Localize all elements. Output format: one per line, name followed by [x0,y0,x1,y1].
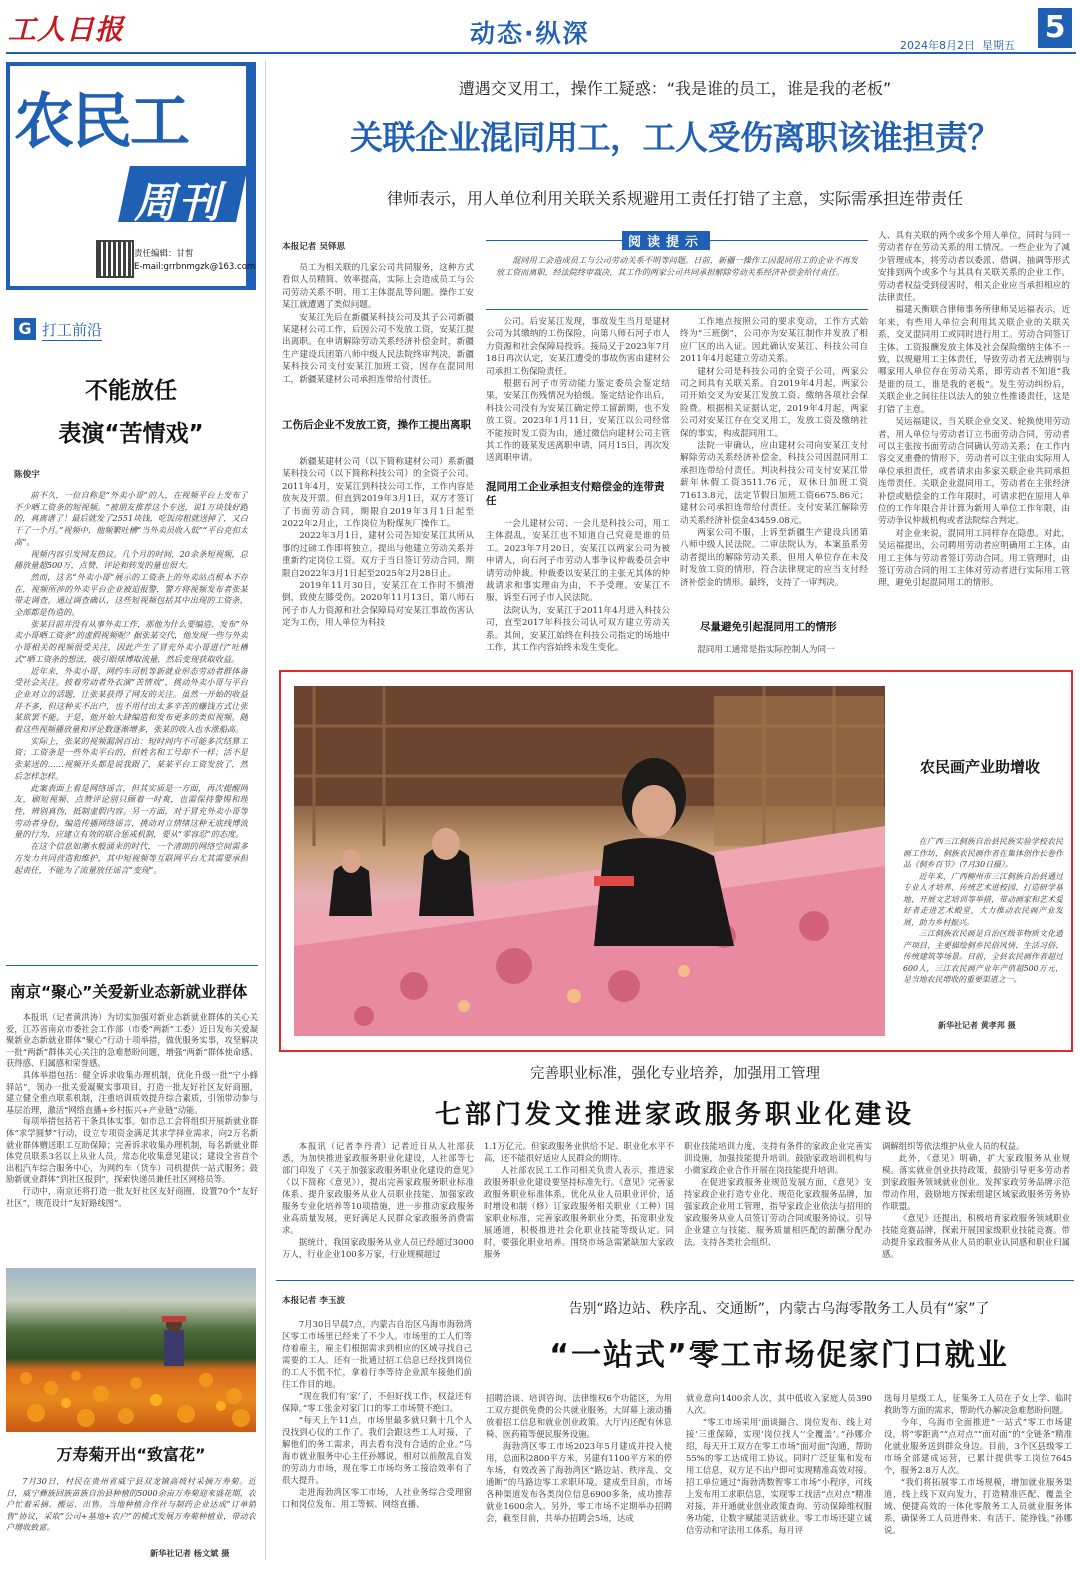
main-paragraph: 根据石河子市劳动能力鉴定委员会鉴定结果，安某江伤残情况为拾级。鉴定结论作出后，科技公司没有为安某江确定停工留薪期，也不发放工资。2023年1月11日，安某江以公司经常不能按时发工资为由，通过微信向建材公司主管其工作的聂某发送离职申请，同月15日，再次发送离职申请。 [486,379,670,464]
main-paragraph: 吴运福建议，当关联企业交叉、轮换使用劳动者，用人单位与劳动者订立书面劳动合同，劳动者可以主张按书面劳动合同确认劳动关系；在工作内容交叉重叠的情形下，劳动者可以主张由实际用人单位承担责任，或者请求由多家关联企业共同承担连带责任。关联企业混同用工，劳动者在主张经济补偿或赔偿金的工作年限时，可请求把在原用人单位的工作年限合并计算为新用人单位工作年限，由劳动争议仲裁机构或者法院综合判定。 [878,417,1070,527]
feature-photo-credit: 新华社记者 黄孝邦 摄 [938,1020,1016,1030]
weekly-subtitle: 周刊 [134,178,223,227]
article3-col2 [486,1392,672,1564]
main-subhead-1: 工伤后企业不发放工资，操作工提出离职 [282,419,471,431]
reading-tip-text: 混同用工会造成员工与公司劳动关系不明等问题。日前，新疆一操作工因混同用工的企业不再发放工资而离职，经法院终审裁决，其工作的两家公司共同承担解除劳动关系经济补偿金给付责任。 [496,255,858,277]
main-paragraph: 2022年3月1日，建材公司告知安某江其所从事的过磅工作即将独立，提出与他建立劳动关系并重新约定岗位工资。双方于当日签订劳动合同，期限自2022年3月1日起至2025年2月28日止。 [282,531,474,579]
main-paragraph: 人、具有关联的两个或多个用人单位，同时与同一劳动者存在劳动关系的用工情况。一些企业为了减少管理成本，将劳动者以委派、借调、抽调等形式安排到两个或多个与其具有关联关系的企业工作。劳动者权益受到侵害时，相关企业应当承担相应的法律责任。 [878,231,1070,304]
weekday-text: 星期五 [982,39,1015,52]
article2-paragraph: 据统计，我国家政服务从业人员已经超过3000万人，行业企业100多万家，行业规模超过 [282,1237,474,1259]
article2-paragraph: 1.1万亿元。但家政服务业供给不足、职业化水平不高，还不能很好适应人民群众的期待。 [484,1141,674,1163]
nanjing-paragraph: 每项举措包括若干条具体实事。如市总工会将组织开展新就业群体“求学圆梦”行动，设立专项资金满足其求学择业需求，向2万名新就业群体赠送职工互助保障；完善诉求收集办理机制，每名新就业群体党员联系3名以上从业人员，常态化收集意见建议；建设全省首个出租汽车综合服务中心，为网约车（货车）司机提供一站式服务；鼓励新就业群体“到社区报到”，探索快递员兼任社区网格员等。 [6,1116,258,1185]
article2-col2 [484,1140,674,1270]
main-paragraph: 法院认为，安某江于2011年4月进入科技公司，直至2017年科技公司认可双方建立劳动关系。其间，安某江始终在科技公司指定的场地中工作，其工作内容始终未发生变化。 [486,605,670,654]
article3-paragraph: “每天上午11点，市场里最多就只剩十几个人没找到心仪的工作了。我们会跟这些工人对接，了解他们的务工需求，再去看有没有合适的企业。”乌海市就业服务中心主任孙娜说，相对以前散乱自发的劳动力市场，现在零工市场均务工接洽效率有了很大提升。 [282,1415,472,1485]
comment-paragraph: 近年来，外卖小哥、网约车司机等新就业形态劳动者群体备受社会关注。披着劳动者外衣演“苦情戏”，挑动外卖小哥与平台企业对立的话题，让张某获得了网友的关注。虽然一开始的收益并不多，但这种买不出户，也不用付出太多辛苦的赚钱方式让张某欲罢不能。于是，他开始大肆编造和发布更多的类似视频。随着这些视频播放量和评论数逐渐增多，张某的收入也水涨船高。 [14,665,248,735]
reading-tip-label [622,231,710,250]
date-text: 2024年8月2日 [900,39,975,52]
article3-col4 [884,1392,1072,1564]
main-subhead-3: 尽量避免引起混同用工的情形 [700,621,837,633]
main-paragraph: 两家公司不服，上诉至新疆生产建设兵团第八师中级人民法院。二审法院认为，本案虽系劳动者提出的解除劳动关系，但用人单位存在未及时发放工资的情形，符合法律规定的应当支付经济补偿金的情形。最终，支持了一审判决。 [680,527,868,588]
comment-body [14,490,248,956]
left-divider [6,965,258,966]
nanjing-paragraph: 具体举措包括：健全诉求收集办理机制，优化升级一批“宁小蜂驿站”，领办一批关爱凝聚实事项目，打造一批友好社区友好商圈，建立健全重点联系机制，注重培训质效提升综合素质，引领带动参与基层治理，激活“网络直播+乡村振兴+产业链”动能。 [6,1069,258,1115]
article3-paragraph: 7月30日早晨7点，内蒙古自治区乌海市海勃湾区零工市场里已经来了不少人。市场里的工人们等待着雇主，雇主们根据需求到相应的区域寻找自己需要的工人。还有一批通过招工信息已经找到岗位的工人不慌不忙，拿着行李等待企业派车接他们前往工作目的地。 [282,1319,472,1389]
marigold-photo-svg [6,1268,256,1432]
newspaper-logo: 工人日报 [8,13,125,46]
article3-kicker: 告别“路边站、秩序乱、交通断”，内蒙古乌海零散务工人员有“家”了 [568,1301,990,1317]
article3-paragraph: “我们将拓展零工市场规模，增加就业服务渠道，线上线下双向发力，打造精准匹配、覆盖全域、便捷高效的一体化零散务工人员就业服务体系，确保务工人员进得来、有活干、能挣钱。”孙娜说。 [884,1477,1072,1535]
main-col3-top [680,316,868,608]
comment-paragraph: 在这个信息如潮水般涌来的时代，一个清朗的网络空间需多方发力共同营造和维护，其中短视频等互联网平台尤其需要承担起责任，不能为了流量放任谣言“变现”。 [14,841,248,875]
main-paragraph: 公司。后安某江发现，事故发生当月是建材公司为其缴纳的工伤保险，向第八师石河子市人力资源和社会保障局投诉。接局又于2023年7月18日再次认定，安某江遭受的事故伤害由建材公司承担工伤保险责任。 [486,317,670,377]
qr-code-icon [96,240,134,278]
feature-caption-paragraph: 三江侗族农民画是自治区级非物质文化遗产项目，主要描绘侗乡民俗风情、生活习俗、传统建筑等场景。目前，全县农民画作者超过600人，三江农民画产业年产值超500万元，是当地农民增收的重要渠道之一。 [903,929,1063,984]
comment-title [6,372,256,448]
article3-headline: “一站式”零工市场促家门口就业 [549,1338,1009,1373]
feature-caption-paragraph: 在广西三江侗族自治县民族实验学校农民画工作坊，侗族农民画作者在集体创作长卷作品《侗乡百节》（7月30日摄）。 [903,837,1063,869]
weekly-nameplate [6,62,256,290]
article3-paragraph: 招聘洽谈、培训咨询、法律维权6个功能区，为用工双方提供免费的公共就业服务。大屏幕上滚动播放着招工信息和就业创业政策。大厅内还配有休息椅、医药箱等便民服务设施。 [486,1393,672,1439]
article2-col1 [282,1140,474,1270]
article3-paragraph: 海勃湾区零工市场2023年5月建成并投入使用，总面积2800平方米，另建有1100平方米的停车场，有效改善了海勃湾区“路边站、秩序乱、交通断”的马路边零工求职环境。建成至目前，市场各种渠道发布各类岗位信息6900多条，成功推荐就业1600余人。另外，零工市场不定期举办招聘会，截至目前，共举办招聘会5场，达成 [486,1441,672,1523]
article2-kicker: 完善职业标准，强化专业培养，加强用工管理 [530,1066,820,1082]
main-subhead-2: 混同用工企业承担支付赔偿金的连带责任 [486,481,665,507]
page-number [1038,8,1072,48]
article3-byline: 本报记者 李玉波 [282,1296,346,1306]
article3-paragraph: 选每月星级工人，征集务工人员在子女上学、临时救助等方面的需求，帮助代办解决急难愁盼问题。 [884,1393,1072,1415]
main-byline: 本报记者 吴铎思 [282,242,346,252]
article2-bottom-rule [276,1280,1074,1281]
comment-paragraph: 前不久，一位自称是“外卖小哥”的人，在视频平台上发布了不少晒工资条的短视频。“被朋友推荐这个专送，说1万块钱好跑的，真离谱了！最后就发了2551块钱，吃饭房租就送掉了，又白干了一个月。”视频中，他频繁吐槽“当外卖员收入低”“平台克扣太高”。 [14,490,248,547]
article2-headline: 七部门发文推进家政服务职业化建设 [434,1100,915,1130]
article3-col1 [282,1318,472,1564]
comment-title-line1: 不能放任 [85,378,177,404]
nanjing-paragraph: 行动中，南京还将打造一批友好社区友好商圈，设置70个“友好社区”，规范设计“友好路线图”。 [6,1185,258,1208]
feature-photo-title: 农民画产业助增收 [919,758,1040,776]
editor-name: 责任编辑：甘皙 [134,249,194,259]
main-paragraph: 混同用工通常是指实际控制人为同一 [697,645,835,655]
article2-paragraph: 此外，《意见》明确，扩大家政服务从业规模。落实就业创业扶持政策，鼓励引导更多劳动者到家政服务领域就业创业。发挥家政劳务品牌示范带动作用，鼓励地方探索组建区域家政服务劳务协作联盟。 [882,1153,1070,1211]
main-headline: 关联企业混同用工，工人受伤离职该谁担责？ [350,118,1000,157]
masthead-rule [6,52,1076,54]
article2-col4 [882,1140,1070,1270]
main-paragraph: 对企业来说，混同用工同样存在隐患。对此，吴运福提出，公司聘用劳动者应明确用工主体，由用工主体与劳动者签订劳动合同。用工管理时，由签订劳动合同的用工主体对劳动者进行实际用工管理，避免引起混同用工的情形。 [878,528,1070,589]
page-number-text: 5 [1044,10,1066,45]
marigold-headline: 万寿菊开出“致富花” [56,1445,206,1464]
feature-photo-svg [294,686,885,1036]
left-column-divider [265,60,266,1560]
masthead [0,0,1080,50]
editor-email: E-mail:grrbnmgzk@163.com [134,262,256,272]
article3-paragraph: 走进海勃湾区零工市场，人社业务综合受理窗口和岗位发布、用工等候、网络直播、 [282,1487,472,1509]
nanjing-body [6,1012,258,1250]
article2-paragraph: 调解组织等依法维护从业人员的权益。 [882,1141,1025,1151]
main-paragraph: 建材公司是科技公司的全资子公司，两家公司之间具有关联关系。自2019年4月起，两家公司开始交叉为安某江发放工资、缴纳各项社会保险费。根据相关证据认定，2019年4月起，两家公司对安某江存在交叉用工，发放工资及缴纳社保的事实，构成混同用工。 [680,366,868,439]
main-col1-bottom [282,456,474,662]
feature-photo [294,686,885,1036]
main-paragraph: 工作地点按照公司的要求变动，工作方式始终为“三班倒”，公司亦为安某江制作并发放了相应厂区的出入证。因此确认安某江、科技公司自2011年4月起建立劳动关系。 [680,317,868,365]
article3-paragraph: 今年，乌海市全面推进“一站式”零工市场建设，将“零距离”“点对点”“面对面”的“全链条”精准化就业服务送到群众身边。目前，3个区县级零工市场全部建成运营，已累计提供零工岗位7645个，服务2.8万人次。 [884,1417,1072,1475]
comment-paragraph: 实际上，张某的视频漏洞百出：短时间内不可能多次结算工资；工资条是一些外卖平台的，但姓名和工号却不一样；活不是张某送的……视频开头都是说我跟了，某某平台工资发放了，然后怎样怎样。 [14,735,248,781]
main-col3-bottom [680,644,868,662]
main-kicker: 遭遇交叉用工，操作工疑惑：“我是谁的员工，谁是我的老板” [458,79,892,98]
main-paragraph: 一会儿建材公司、一会儿是科技公司，用工主体混乱，安某江也不知道自己究竟是谁的员工。2023年7月20日，安某江以两家公司为被申请人，向石河子市劳动人事争议仲裁委员会申请劳动仲裁。仲裁委以安某江的主张无其体的仲裁请求和事实理由为由，不予受理。安某江不服，诉至石河子市人民法院。 [486,519,670,604]
nanjing-paragraph: 本报讯（记者黄洪涛）为切实加强对新业态新就业群体的关心关爱，江苏省南京市委社会工作部（市委“两新”工委）近日发布关爱凝聚新业态新就业群体“聚心”行动十项举措，做优服务实事，攻坚解决一批“两新”群体关心关注的急难愁盼问题，增强“两新”群体使命感、获得感、归属感和荣誉感。 [6,1012,258,1069]
column-header [14,318,250,344]
marigold-caption [6,1476,256,1546]
feature-caption-paragraph: 近年来，广西柳州市三江侗族自治县通过专业人才培养、传统艺术进校园、打造研学基地、开展文艺培训等举措，带动画家和艺术爱好者走进艺术殿堂，大力推动农民画产业发展，助力乡村振兴。 [903,871,1063,927]
main-paragraph: 新疆某建材公司（以下简称建材公司）系新疆某科技公司（以下简称科技公司）的全资子公司。2011年4月，安某江到科技公司工作，工作内容是放灰及开票。但直到2019年3月1日，双方才签订了书面劳动合同，期限自2019年3月1日起至2022年2月止，工作岗位为粉煤灰厂操作工。 [282,457,474,530]
comment-paragraph: 此案表面上看是网络谣言，但其实质是一方面，再次提醒网友，刷短视频、点赞评论别只顾着一时爽，也需保持警惕和理性，辨别真伪，抵制虚假内容。另一方面，对于冒充外卖小哥等劳动者身份，编造传播网络谣言，挑动对立情绪这种无底线博流量的行为，应建立有效的联合惩戒机制，要从“零容忍”的态度。 [14,782,248,840]
article2-paragraph: 在促进家政服务业规范发展方面，《意见》支持家政企业打造专业化、规范化家政服务品牌，加强家政企业用工管理，指导家政企业依法与招用的家政服务从业人员签订劳动合同或服务协议。引导企业建立与技能、服务质量相匹配的薪酬分配办法。支持各类社会组织、 [684,1177,872,1247]
main-paragraph: 法院一审确认，应由建材公司向安某江支付解除劳动关系经济补偿金，科技公司因混同用工承担连带给付责任。判决科技公司支付安某江带薪年休假工资3511.76元，双休日加班工资71613.8元，法定节假日加班工资6675.86元；建材公司承担连带给付责任。支付安某江解除劳动关系经济补偿金43459.08元。 [680,441,868,526]
article2-col3 [684,1140,872,1270]
main-col1-top [282,262,474,410]
article2-paragraph: 《意见》还提出，积极培育家政服务领域职业技能竞赛品牌，探索开展国家级职业技能竞赛。带动提升家政服务从业人员的职业认同感和职业归属感。 [882,1213,1070,1259]
main-col2-top [486,316,670,474]
issue-date [900,37,1015,53]
comment-title-line2: 表演“苦情戏” [58,421,204,447]
comment-paragraph: 视频内容引发网友热议。几个月的时间，20余条短视频，总播放量超500万，点赞、评论和转发的量也很大。 [14,548,248,571]
main-paragraph: 安某江先后在新疆某科技公司及其子公司新疆某建材公司工作，后因公司不发放工资，安某江提出离职。在申请解除劳动关系经济补偿金时，新疆生产建设兵团第八师中级人民法院终审判决，新疆某科技公司支付安某江加班工资，因存在混同用工，新疆某建材公司承担连带给付责任。 [282,312,474,385]
column-name: 打工前沿 [42,321,103,339]
marigold-caption-text: 7月30日，村民在贵州省威宁县双龙镇高坡村采摘万寿菊。近日，威宁彝族回族苗族自治县种植的5000余亩万寿菊迎来盛花期，农户忙着采摘、搬运、出售。当地种植合作社与制药企业达成“订单销售”协议，采取“公司+基地+农户”的模式发展万寿菊种植业，带动农户增收致富。 [6,1476,256,1532]
column-marker-icon: G [14,318,36,340]
comment-author: 陈俊宇 [14,470,40,480]
article2-paragraph: 人社部农民工工作司相关负责人表示，推进家政服务职业化建设要坚持标准先行。《意见》完善家政服务职业标准体系，优化从业人员职业评价，适时增设和制（修）订家政服务相关职业（工种）国家职业标准，完善家政服务职业分类，拓宽职业发展通道，积极推进社会化职业技能等级认定。同时，要强化职业培养。围绕市场急需紧缺加大家政服务 [484,1165,674,1259]
main-deck: 律师表示，用人单位利用关联关系规避用工责任打错了主意，实际需承担连带责任 [386,189,963,208]
main-col4 [878,230,1070,662]
section-title: 动态·纵深 [470,19,590,48]
nanjing-headline: 南京“聚心”关爱新业态新就业群体 [10,983,248,1001]
article3-paragraph: “零工市场采用‘面谈撮合、岗位发布、线上对接’三重保障，实现‘岗位找人’‘全覆盖’。”孙娜介绍，每天开工双方在零工市场“面对面”沟通，帮助55%的零工达成用工协议。同时广泛征集和发布用工信息，双方足不出户即可实现精准高效对接。招工单位通过“海勃湾数智零工市场”小程序，可线上发布用工求职信息，实现零工找活“点对点”精准对接，并开通就业创业政策查询、劳动保障维权服务功能，让数字赋能灵活就业。零工市场还建立诚信劳动和守法用工体系，每月评 [686,1417,872,1535]
article2-paragraph: 职业技能培训力度，支持有条件的家政企业完善实训设施，加强技能提升培训。鼓励家政培训机构与小微家政企业合作开展在岗技能提升培训。 [684,1141,872,1175]
marigold-photo [6,1268,256,1432]
comment-paragraph: 然而，这名“外卖小哥”展示的工资条上的外卖站点根本不存在，视频所涉的外卖平台企业被迫报警，警方将视频发布者张某带走调查。通过调查确认，这些短视频包括其中出现的工资条，全部都是伪造的。 [14,571,248,618]
main-paragraph: 福建天衡联合律师事务所律师吴运福表示，近年来，有些用人单位会利用其关联企业的关联关系，交叉混同用工或同时进行用工。劳动合同签订主体、工资报酬发放主体及社会保险缴纳主体不一致，以规避用工主体责任，导致劳动者无法辨别与哪家用人单位存在劳动关系，即劳动者不知道“我是谁的员工，谁是我的老板”。发生劳动纠纷后，关联企业之间往往以法人的独立性推诿责任，这是打错了主意。 [878,305,1070,415]
main-paragraph: 员工为相关联的几家公司共同服务，这种方式看似人员精简、效率提高，实际上会造成员工与公司劳动关系不明、用工主体混乱等问题。操作工安某江就遭遇了类似问题。 [282,263,474,311]
article3-paragraph: “现在我们有‘家’了，不但好找工作，权益还有保障。”零工张金对家门口的零工市场赞不绝口。 [282,1391,472,1413]
main-paragraph: 2019年11月30日，安某江在工作时不慎滑倒，致使左膝受伤。2020年11月13日，第八师石河子市人力资源和社会保障局对安某江事故伤害认定为工伤，用人单位为科技 [282,581,474,629]
main-col2-bottom [486,518,670,662]
editor-info [134,248,255,274]
article3-paragraph: 就业意向1400余人次，其中低收入家庭人员390人次。 [686,1393,872,1415]
reading-tip-label-text: 阅读提示 [628,235,705,250]
weekly-title: 农民工 [14,87,188,157]
feature-photo-caption [903,836,1063,1016]
comment-paragraph: 张某目前并没有从事外卖工作，那他为什么要编造、发布“外卖小哥晒工资条”的虚假视频呢？据张某交代，他发现一些与外卖小哥相关的视频很受关注，因此产生了冒充外卖小哥进行“吐槽式”晒工资条的想法，吸引眼球博取流量，然后变现获取收益。 [14,618,248,664]
article3-col3 [686,1392,872,1564]
article2-paragraph: 本报讯（记者李丹青）记者近日从人社部获悉，为加快推进家政服务职业化建设，人社部等七部门印发了《关于加强家政服务职业化建设的意见》（以下简称《意见》），提出完善家政服务职业标准体系、提升家政服务从业人员职业技能、加强家政服务专业化培养等10项措施，进一步推动家政服务业高质量发展，更好满足人民群众家政服务消费需求。 [282,1141,474,1235]
reading-tip-box [486,235,868,310]
marigold-credit: 新华社记者 杨文斌 摄 [150,1548,230,1558]
